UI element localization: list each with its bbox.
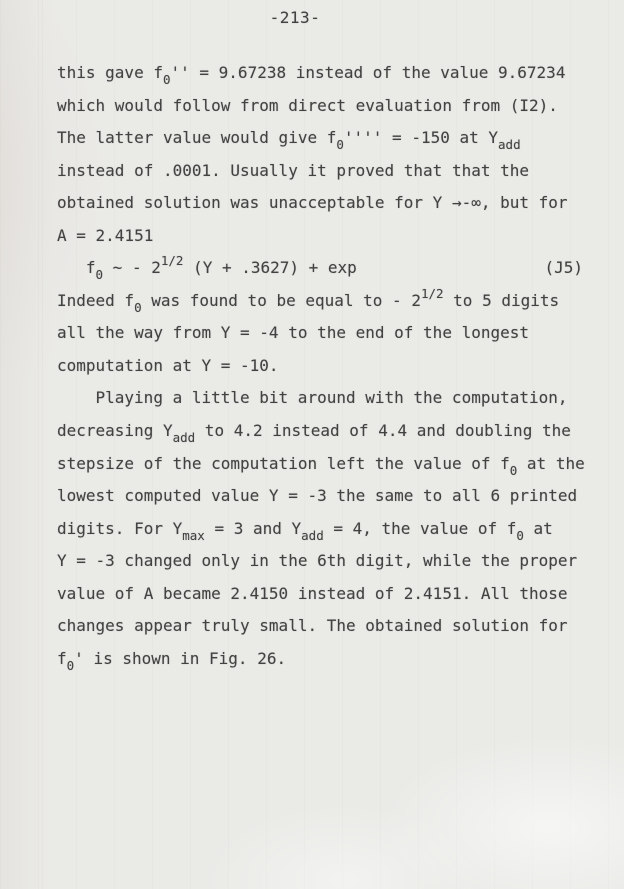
text-line — [57, 57, 593, 90]
text-run: (Y + .3627) + exp — [183, 258, 357, 278]
text-run: instead of .0001. Usually it proved that that the — [57, 160, 530, 180]
text-run: = 3 and Y — [204, 518, 302, 538]
text-line — [57, 513, 593, 546]
equation-label: (J5) — [544, 258, 583, 278]
text-run: Indeed f — [57, 290, 135, 310]
text-line — [57, 415, 593, 448]
page-number: -213- — [269, 8, 321, 27]
text-run: to 5 digits — [443, 290, 560, 310]
text-run: '' = 9.67238 instead of the value 9.67234 — [170, 63, 566, 82]
text-run: '''' = -150 at Y — [343, 128, 499, 148]
text-run: decreasing Y — [57, 421, 173, 441]
text-line — [57, 350, 593, 383]
text-run: = 4, the value of f — [323, 518, 517, 538]
subscript: 0 — [516, 527, 524, 543]
text-line — [57, 285, 593, 318]
text-run: ~ - 2 — [103, 258, 161, 278]
text-run: this gave f — [57, 63, 163, 82]
text-line — [57, 155, 593, 188]
text-line — [57, 317, 593, 350]
page-body — [57, 57, 593, 675]
subscript: 0 — [509, 462, 518, 478]
text-line — [57, 643, 593, 676]
text-run: value of A became 2.4150 instead of 2.4151. All those — [57, 583, 568, 603]
subscript: add — [172, 430, 196, 446]
text-run: all the way from Y = -4 to the end of the longest — [57, 323, 530, 343]
text-run: which would follow from direct evaluation from (I2). — [57, 95, 558, 115]
text-run: at the — [517, 453, 585, 473]
text-line — [57, 382, 593, 415]
text-run: to 4.2 instead of 4.4 and doubling the — [195, 421, 571, 441]
superscript: 1/2 — [160, 253, 184, 269]
subscript: 0 — [95, 267, 104, 283]
text-run: ' is shown in Fig. 26. — [74, 648, 287, 668]
text-line — [57, 448, 593, 481]
subscript: 0 — [336, 137, 344, 153]
text-run: stepsize of the computation left the value of f — [57, 453, 510, 473]
text-line — [57, 610, 593, 643]
text-run: f — [85, 258, 96, 278]
superscript: 1/2 — [420, 285, 444, 301]
subscript: max — [182, 527, 205, 543]
text-line — [57, 187, 593, 220]
text-line — [57, 90, 593, 123]
text-run: The latter value would give f — [57, 128, 337, 148]
text-run: obtained solution was unacceptable for Y →-∞, but for — [57, 193, 568, 213]
text-run: Playing a little bit around with the computation, — [95, 388, 568, 408]
subscript: add — [301, 527, 324, 543]
text-line — [57, 122, 593, 155]
text-run: A = 2.4151 — [57, 225, 154, 245]
text-line — [57, 252, 593, 285]
text-run: lowest computed value Y = -3 the same to all 6 printed — [57, 486, 578, 506]
text-line — [57, 545, 593, 578]
text-run: Y = -3 changed only in the 6th digit, while the proper — [57, 551, 578, 571]
text-line — [57, 220, 593, 253]
text-run: digits. For Y — [57, 518, 183, 538]
text-run: at — [523, 518, 553, 538]
text-line — [57, 480, 593, 513]
text-run: changes appear truly small. The obtained solution for — [57, 616, 568, 636]
text-run: computation at Y = -10. — [57, 355, 279, 375]
text-run: was found to be equal to - 2 — [141, 290, 421, 310]
text-line — [57, 578, 593, 611]
subscript: 0 — [66, 657, 75, 673]
text-run: f — [57, 648, 67, 668]
subscript: add — [498, 137, 521, 153]
subscript: 0 — [162, 72, 171, 87]
subscript: 0 — [134, 299, 142, 315]
